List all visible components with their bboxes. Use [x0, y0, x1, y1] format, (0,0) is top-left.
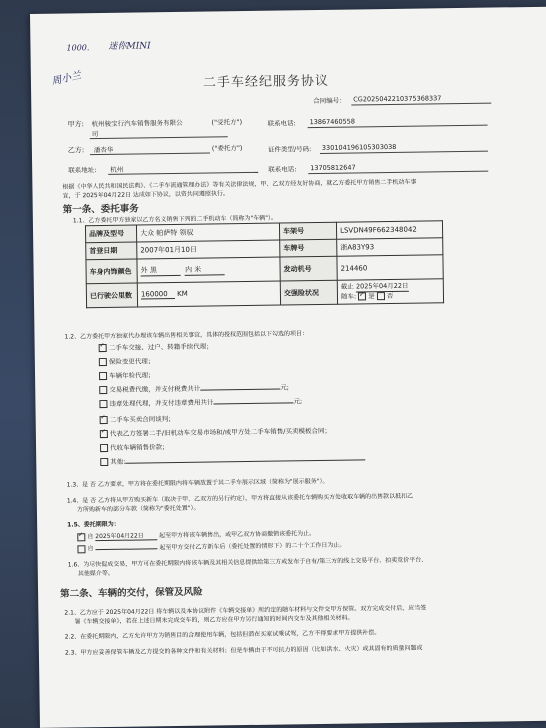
color-label: 车身内饰颜色	[86, 259, 137, 284]
vehicle-table	[85, 220, 444, 308]
intro-line-2: 宜，于 2025年04月22日 达成如下协议，以资共同遵照执行。	[62, 190, 229, 200]
engine-value: 214460	[337, 255, 443, 280]
term-option-b-text: 起至甲方交付乙方新车后（委托处置的情形下）的二十个工作日为止。	[159, 541, 346, 552]
option-violation	[99, 396, 302, 408]
option-sign-contract-checkbox[interactable]	[100, 430, 108, 438]
clause-2-2: 2.2、在委托期限内，乙方允许甲方为销售目的合理使用车辆，包括但潜在买家试乘试驾，乙方不得要求甲方提供补偿。	[64, 629, 381, 641]
clause-2-1-line-1: 2.1、乙方应于 2025年04月22日 将车辆以及本协议附件《车辆交接单》所约定的随车材料与文件交甲方保管。双方完成交付后，应当签	[64, 604, 427, 617]
address-label: 联系地址:	[68, 166, 97, 175]
clause-1-3: 1.3、是 否 乙方要求，甲方将在委托期限内将车辆放置于其二手车展示区域（简称为"展示服务"）。	[66, 477, 329, 489]
handwritten-number: 1000.	[66, 43, 90, 53]
option-insurance-checkbox[interactable]	[99, 358, 107, 366]
yuan-label: 元;	[293, 397, 303, 406]
option-inspection	[99, 370, 155, 380]
party-b-label: 乙方:	[67, 146, 85, 155]
option-label: 代收车辆销售价款；	[110, 443, 169, 452]
term-from-label: 自	[87, 545, 94, 553]
party-b-phone-label: 联系电话:	[268, 165, 297, 174]
plate-value: 浙A83Y93	[337, 238, 443, 256]
option-other-checkbox[interactable]	[100, 458, 108, 466]
yuan-label: 元;	[280, 383, 289, 392]
handwritten-person: 周小兰	[50, 70, 83, 88]
id-value: 330104196105303038	[321, 142, 397, 152]
clause-1-1: 1.1、乙方委托甲方独家以乙方名义销售下列的二手机动车（简称为"车辆"）。	[72, 214, 278, 225]
option-label: 二手车交接、过户、转籍手续代理；	[108, 342, 213, 352]
option-negotiation-checkbox[interactable]	[100, 416, 108, 424]
km-value: 160000	[141, 290, 175, 299]
option-negotiation	[100, 414, 175, 424]
option-collect-payment-checkbox[interactable]	[100, 444, 108, 452]
option-violation-checkbox[interactable]	[99, 400, 107, 408]
reg-date-value: 2007年01月10日	[137, 240, 280, 259]
party-b-role: ("委托方")	[211, 144, 243, 153]
term-start-date: 2025年04月22日	[95, 530, 157, 541]
party-b-name: 潘杏华	[93, 145, 114, 155]
clause-1-2: 1.2、乙方委托甲方独家代办理该车辆出售相关事宜，具体的授权范围包括以下勾选的项目：	[64, 330, 309, 341]
vin-label: 车架号	[279, 222, 336, 240]
clause-1-6-line-1: 1.6、为尽快促成交易，甲方可在委托期限内将该车辆及其相关信息提供给第三方或发布于自有/第三方的线上交易平台、拍卖竞价平台、	[67, 556, 428, 569]
insurance-label: 交强险状况	[280, 280, 337, 305]
party-a-phone: 13867460558	[309, 117, 356, 127]
clause-1-4-line-1: 1.4、是 否 乙方将从甲方购买新车（取决于甲、乙双方的另行约定），甲方将直接从该委托车辆购买方处收取车辆的出售款以抵扣乙	[66, 492, 414, 505]
option-collect-payment	[100, 442, 169, 452]
section-1-title: 第一条、委托事务	[62, 203, 139, 216]
clause-1-5: 1.5、委托期限为：	[67, 520, 120, 529]
page-title: 二手车经纪服务协议	[202, 73, 330, 91]
table-row	[86, 279, 443, 308]
term-from-label: 自	[87, 533, 94, 541]
intro-line-1: 根据《中华人民共和国民法典》、《二手车流通管理办法》等有关法律法规，甲、乙双方经友好协商，就乙方委托甲方销售二手机动车事	[62, 178, 417, 191]
handwritten-model: 迷你MINI	[108, 41, 151, 52]
option-label: 代表乙方签署二手/旧机动车交易市场和/或甲方处二手车销售/买卖模板合同；	[109, 426, 331, 438]
term-option-b-checkbox[interactable]	[77, 545, 85, 553]
option-label: 二手车买卖合同谈判；	[109, 415, 175, 424]
km-unit: KM	[177, 289, 188, 298]
option-insurance	[99, 356, 155, 366]
exterior-color: 外 黑	[141, 265, 181, 277]
insurance-until-label: 截止	[340, 282, 354, 291]
party-a-label: 甲方:	[67, 120, 84, 129]
option-inspection-checkbox[interactable]	[99, 372, 107, 380]
insurance-no-checkbox[interactable]	[377, 292, 385, 300]
clause-1-4-line-2: 方所购新车的部分车款（简称为"委托处置"）。	[76, 504, 200, 514]
option-tax-checkbox[interactable]	[99, 386, 107, 394]
engine-label: 发动机号	[280, 256, 337, 281]
party-a-phone-label: 联系电话:	[267, 119, 296, 128]
insurance-until: 2025年04月22日	[355, 281, 409, 291]
party-a-name: 杭州骏宝行汽车销售服务有限公	[91, 118, 183, 129]
address-value: 杭州	[110, 165, 124, 174]
party-b-phone: 13705812647	[310, 163, 356, 173]
party-a-role: ("受托方")	[211, 118, 243, 127]
term-option-a-checkbox[interactable]	[77, 533, 85, 541]
option-label: 违章处理代理，并支付违章费用共计	[109, 398, 214, 408]
option-label: 交易税费代缴，并支付税费共计	[109, 384, 201, 394]
insurance-no-label: 否	[386, 291, 394, 301]
id-label: 证件类型/号码:	[267, 145, 312, 154]
option-label: 车辆年检代理；	[109, 371, 155, 380]
clause-2-1-line-2: 署《车辆交接单》，若在上述日期未完成交车的，则乙方应在甲方另行通知的时间内交车及其他相关材料。	[74, 614, 354, 626]
option-other	[100, 453, 365, 466]
brand-label: 品牌及型号	[85, 225, 136, 243]
insurance-cell	[337, 279, 443, 304]
plate-label: 车牌号	[280, 239, 337, 257]
reg-date-label: 首登日期	[86, 242, 137, 260]
brand-value: 大众 帕萨特 领驭	[136, 223, 279, 242]
option-transfer-checkbox[interactable]	[99, 344, 107, 352]
contract-no: CG2025042210375368337	[353, 94, 442, 104]
color-value	[137, 257, 280, 283]
party-a-name-2: 司	[91, 130, 99, 139]
contract-no-label: 合同编号：	[313, 96, 346, 106]
insurance-with-label: 随车:	[340, 292, 357, 301]
option-tax	[99, 382, 289, 394]
option-sign-contract	[100, 426, 331, 438]
vin-value: LSVDN49F662348042	[336, 221, 442, 239]
term-option-b	[77, 540, 345, 553]
insurance-yes-checkbox[interactable]	[358, 292, 366, 300]
interior-color: 内 米	[185, 264, 225, 276]
term-option-a	[77, 528, 315, 541]
term-option-a-text: 起至甲方将该车辆售出，或甲乙双方协商撤销该委托为止。	[159, 530, 316, 540]
option-label: 其他:	[110, 457, 126, 466]
section-2-title: 第二条、车辆的交付，保管及风险	[60, 586, 203, 600]
option-label: 保险变更代理；	[108, 357, 155, 366]
km-label: 已行驶公里数	[86, 283, 137, 308]
km-cell	[137, 281, 280, 307]
clause-1-6-line-2: 其他媒介等。	[77, 569, 114, 578]
contract-sheet	[30, 7, 546, 728]
clause-2-3: 2.3、甲方应妥善保管车辆及乙方提交的各种文件和有关材料；但是车辆由于不可抗力的原因（比如洪水、火灾）或其固有的质量问题或	[64, 644, 423, 657]
option-transfer	[99, 341, 213, 352]
insurance-yes-label: 是	[368, 292, 375, 301]
